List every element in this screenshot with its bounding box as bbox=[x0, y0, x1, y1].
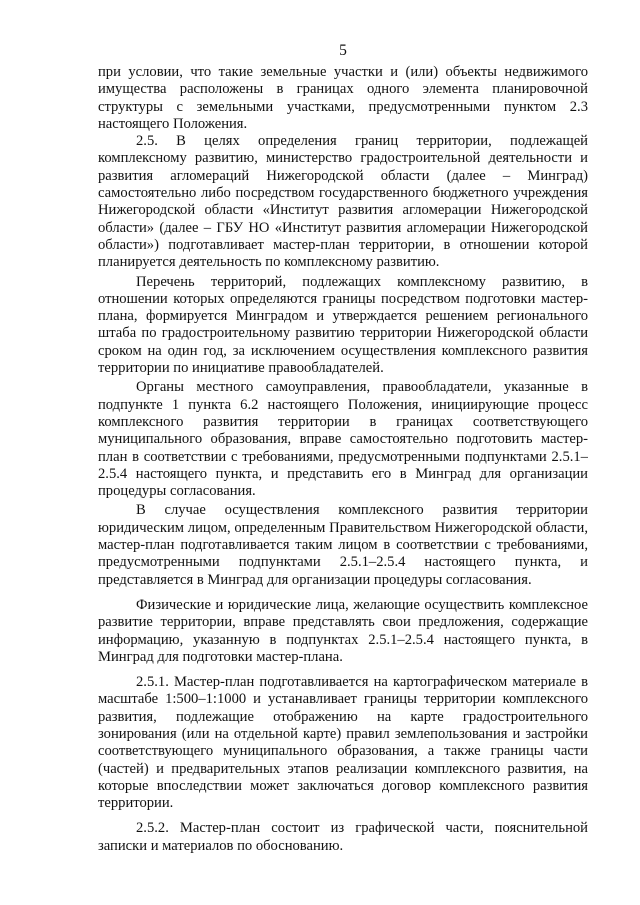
paragraph-2-5-1: 2.5.1. Мастер-план подготавливается на картографическом материале в масштабе 1:500–1:1000 и устанавливает границы территории комплексного развития, подлежащие отображению на карте градостроительного зонирования (или на отдельной карте) правил землепользования и застройки соответствующего муниципального образования, а также границы части (частей) и предварительных этапов реализации комплексного развития, на которые впоследствии может заключаться договор комплексного развития территории. bbox=[98, 674, 588, 812]
document-page bbox=[98, 42, 588, 892]
paragraph-continuation: при условии, что такие земельные участки и (или) объекты недвижимого имущества расположены в границах одного элемента планировочной структуры с земельными участками, предусмотренными пунктом 2.3 настоящего Положения. bbox=[98, 64, 588, 132]
paragraph-2-5-2: 2.5.2. Мастер-план состоит из графической части, пояснительной записки и материалов по обоснованию. bbox=[98, 820, 588, 854]
paragraph-legal-entity: В случае осуществления комплексного развития территории юридическим лицом, определенным Правительством Нижегородской области, мастер-план подготавливается таким лицом в соответствии с требованиями, предусмотренными подпунктами 2.5.1–2.5.4 настоящего пункта, и представляется в Минград для организации процедуры согласования. bbox=[98, 502, 588, 588]
paragraph-territory-list: Перечень территорий, подлежащих комплексному развитию, в отношении которых определяются границы посредством подготовки мастер-плана, формируется Минградом и утверждается решением регионального штаба по градостроительному развитию территории Нижегородской области сроком на один год, за исключением осуществления комплексного развития территории по инициативе правообладателей. bbox=[98, 273, 588, 377]
page-number: 5 bbox=[339, 42, 347, 59]
paragraph-2-5: 2.5. В целях определения границ территории, подлежащей комплексному развитию, министерство градостроительной деятельности и развития агломераций Нижегородской области (далее – Минград) самостоятельно либо посредством государственного бюджетного учреждения Нижегородской области «Институт развития агломерации Нижегородской области» (далее – ГБУ НО «Институт развития агломерации Нижегородской области») подготавливает мастер-план территории, в отношении которой планируется деятельность по комплексному развитию. bbox=[98, 133, 588, 271]
paragraph-local-authorities: Органы местного самоуправления, правообладатели, указанные в подпункте 1 пункта 6.2 настоящего Положения, инициирующие процесс комплексного развития территории в границах соответствующего муниципального образования, вправе самостоятельно подготовить мастер-план в соответствии с требованиями, предусмотренными подпунктами 2.5.1–2.5.4 настоящего пункта, и представить его в Минград для организации процедуры согласования. bbox=[98, 379, 588, 500]
paragraph-individuals: Физические и юридические лица, желающие осуществить комплексное развитие территории, вправе представлять свои предложения, содержащие информацию, указанную в подпунктах 2.5.1–2.5.4 настоящего пункта, в Минград для подготовки мастер-плана. bbox=[98, 596, 588, 665]
